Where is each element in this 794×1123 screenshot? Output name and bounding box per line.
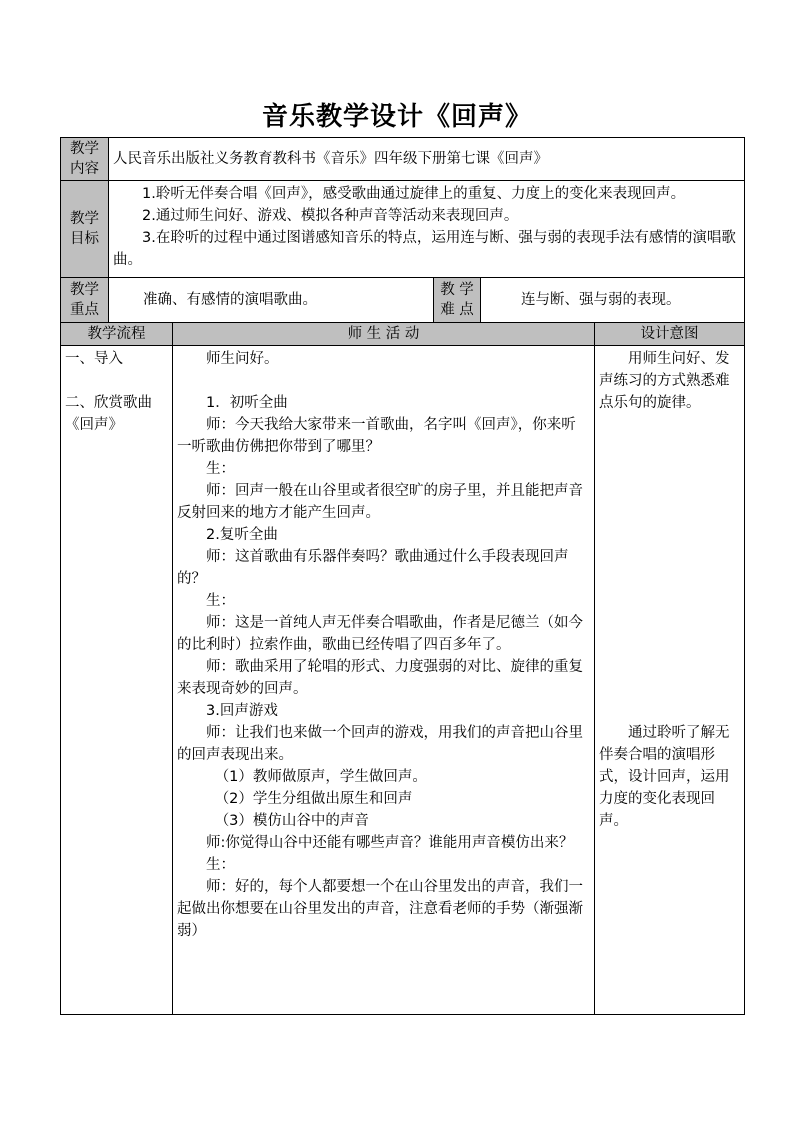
goal-item: 3.在聆听的过程中通过图谱感知音乐的特点，运用连与断、强与弱的表现手法有感情的演唱歌曲。 — [113, 230, 736, 268]
activity-line: 师：好的，每个人都要想一个在山谷里发出的声音，我们一起做出你想要在山谷里发出的声音，注意看老师的手势（渐强渐弱） — [177, 879, 583, 939]
content-row — [61, 138, 745, 181]
goals-text — [109, 181, 745, 278]
difficulty-label: 教 学 难 点 — [434, 278, 481, 323]
focus-text: 准确、有感情的演唱歌曲。 — [109, 278, 434, 323]
activity-line: （3）模仿山谷中的声音 — [214, 813, 369, 829]
activity-line: 师：让我们也来做一个回声的游戏，用我们的声音把山谷里的回声表现出来。 — [177, 725, 583, 763]
activity-line: 生： — [206, 857, 235, 873]
intent-cell — [595, 346, 745, 1015]
activity-line: 师：这是一首纯人声无伴奏合唱歌曲，作者是尼德兰（如今的比利时）拉索作曲，歌曲已经传唱了四百多年了。 — [177, 615, 583, 653]
activity-line: 生： — [206, 461, 235, 477]
activity-line: 师生问好。 — [206, 351, 279, 367]
activity-line: 生： — [206, 593, 235, 609]
content-label: 教学 内容 — [61, 138, 109, 181]
page-title: 音乐教学设计《回声》 — [261, 102, 532, 132]
flow-step: 一、导入 — [65, 351, 123, 367]
activity-line: 2.复听全曲 — [206, 527, 278, 543]
header-row — [61, 323, 745, 346]
intent-text: 用师生问好、发声练习的方式熟悉难点乐句的旋律。 — [599, 351, 730, 411]
difficulty-text: 连与断、强与弱的表现。 — [481, 278, 745, 323]
goal-item: 1.聆听无伴奏合唱《回声》，感受歌曲通过旋律上的重复、力度上的变化来表现回声。 — [142, 186, 686, 202]
flow-step: 二、欣赏歌曲《回声》 — [65, 395, 152, 433]
goals-row — [61, 181, 745, 278]
lesson-plan-table — [60, 137, 745, 1015]
activity-line: 1．初听全曲 — [206, 395, 288, 411]
focus-row — [61, 278, 745, 323]
activity-line: 师：回声一般在山谷里或者很空旷的房子里，并且能把声音反射回来的地方才能产生回声。 — [177, 483, 583, 521]
activity-line: 师：今天我给大家带来一首歌曲，名字叫《回声》，你来听一听歌曲仿佛把你带到了哪里？ — [177, 417, 576, 455]
activity-cell — [173, 346, 595, 1015]
header-flow: 教学流程 — [61, 323, 173, 346]
header-activity: 师 生 活 动 — [173, 323, 595, 346]
goals-label: 教学 目标 — [61, 181, 109, 278]
goal-item: 2.通过师生问好、游戏、模拟各种声音等活动来表现回声。 — [142, 208, 519, 224]
activity-line: （1）教师做原声，学生做回声。 — [214, 769, 427, 785]
activity-line: 3.回声游戏 — [206, 703, 278, 719]
activity-line: 师：歌曲采用了轮唱的形式、力度强弱的对比、旋律的重复来表现奇妙的回声。 — [177, 659, 583, 697]
activity-line: 师：这首歌曲有乐器伴奏吗？歌曲通过什么手段表现回声的？ — [177, 549, 569, 587]
intent-text: 通过聆听了解无伴奏合唱的演唱形式，设计回声，运用力度的变化表现回声。 — [599, 725, 730, 829]
flow-cell — [61, 346, 173, 1015]
activity-line: 师:你觉得山谷中还能有哪些声音？谁能用声音模仿出来？ — [206, 835, 574, 851]
content-text: 人民音乐出版社义务教育教科书《音乐》四年级下册第七课《回声》 — [109, 138, 745, 181]
header-intent: 设计意图 — [595, 323, 745, 346]
body-row — [61, 346, 745, 1015]
activity-line: （2）学生分组做出原生和回声 — [214, 791, 413, 807]
focus-label: 教学 重点 — [61, 278, 109, 323]
